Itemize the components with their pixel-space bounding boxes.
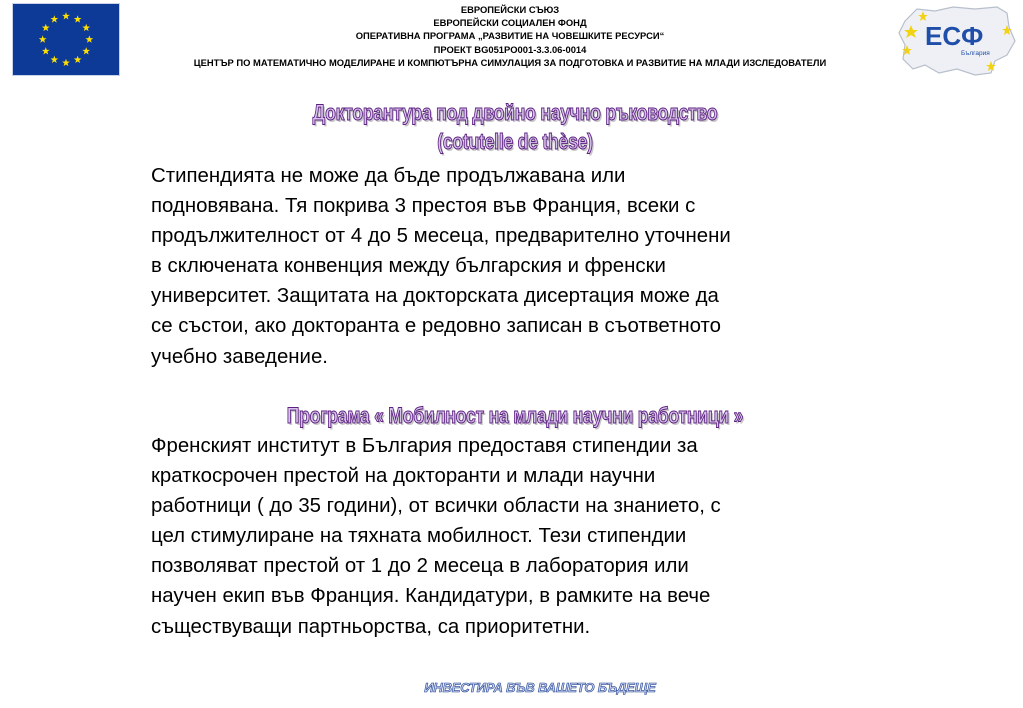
- eu-star-icon: [42, 47, 50, 54]
- eu-star-icon: [50, 56, 58, 63]
- section1-title: [223, 98, 807, 156]
- esf-logo-subtext: България: [961, 50, 990, 57]
- body-line: съществуващи партньорства, са приоритетни.: [151, 615, 591, 638]
- header-line: ЕВРОПЕЙСКИ СЪЮЗ: [460, 4, 560, 15]
- body-line: Стипендията не може да бъде продължавана или: [151, 165, 626, 187]
- body-line: се състои, ако докторанта е редовно записан в съответното: [151, 315, 721, 338]
- section2-title: Програма « Мобилност на млади научни работници »: [286, 403, 744, 428]
- eu-star-icon: [74, 15, 82, 22]
- eu-star-icon: [62, 12, 70, 19]
- esf-bulgaria-logo-icon: [895, 3, 1018, 79]
- project-header: [130, 3, 890, 69]
- header-line: ЦЕНТЪР ПО МАТЕМАТИЧНО МОДЕЛИРАНЕ И КОМПЮТЪРНА СИМУЛАЦИЯ ЗА ПОДГОТОВКА И РАЗВИТИЕ НА МЛАДИ ИЗСЛЕДОВАТЕЛИ: [193, 56, 827, 68]
- body-line: краткосрочен престой на докторанти и млади научни: [151, 465, 656, 488]
- body-line: учебно заведение.: [151, 345, 328, 368]
- header-line: ПРОЕКТ BG051PO001-3.3.06-0014: [433, 43, 587, 55]
- body-line: Френският институт в България предоставя стипендии за: [151, 435, 698, 457]
- section2-body: [151, 431, 881, 642]
- body-line: научен екип във Франция. Кандидатури, в рамките на вече: [151, 585, 711, 608]
- header-line: ОПЕРАТИВНА ПРОГРАМА „РАЗВИТИЕ НА ЧОВЕШКИТЕ РЕСУРСИ“: [355, 30, 665, 42]
- eu-star-icon: [39, 35, 47, 42]
- eu-star-icon: [82, 24, 90, 31]
- eu-star-icon: [82, 47, 90, 54]
- body-line: цел стимулиране на тяхната мобилност. Тези стипендии: [151, 525, 687, 548]
- body-line: университет. Защитата на докторската дисертация може да: [151, 285, 719, 308]
- eu-star-icon: [85, 35, 93, 42]
- esf-logo-text: ЕСФ: [925, 21, 984, 51]
- eu-star-icon: [62, 59, 70, 66]
- section1-body: [151, 161, 881, 372]
- body-line: продължителност от 4 до 5 месеца, предварително уточнени: [151, 225, 731, 248]
- section1-title-line: Докторантура под двойно научно ръководство: [312, 100, 718, 125]
- eu-flag-icon: [13, 4, 119, 75]
- eu-flag-logo: [12, 3, 120, 76]
- header-line: ЕВРОПЕЙСКИ СОЦИАЛЕН ФОНД: [433, 17, 587, 29]
- body-line: позволяват престой от 1 до 2 месеца в лаборатория или: [151, 555, 689, 578]
- body-line: в сключената конвенция между българския и френски: [151, 255, 666, 278]
- eu-star-icon: [50, 15, 58, 22]
- footer-slogan: ИНВЕСТИРА ВЪВ ВАШЕТО БЪДЕЩЕ: [424, 680, 656, 695]
- eu-star-icon: [42, 24, 50, 31]
- section1-title-line: (cotutelle de thèse): [437, 129, 593, 154]
- eu-star-icon: [74, 56, 82, 63]
- body-line: работници ( до 35 години), от всички области на знанието, с: [151, 495, 721, 518]
- esf-logo: [895, 3, 1018, 79]
- body-line: подновявана. Тя покрива 3 престоя във Франция, всеки с: [151, 195, 696, 218]
